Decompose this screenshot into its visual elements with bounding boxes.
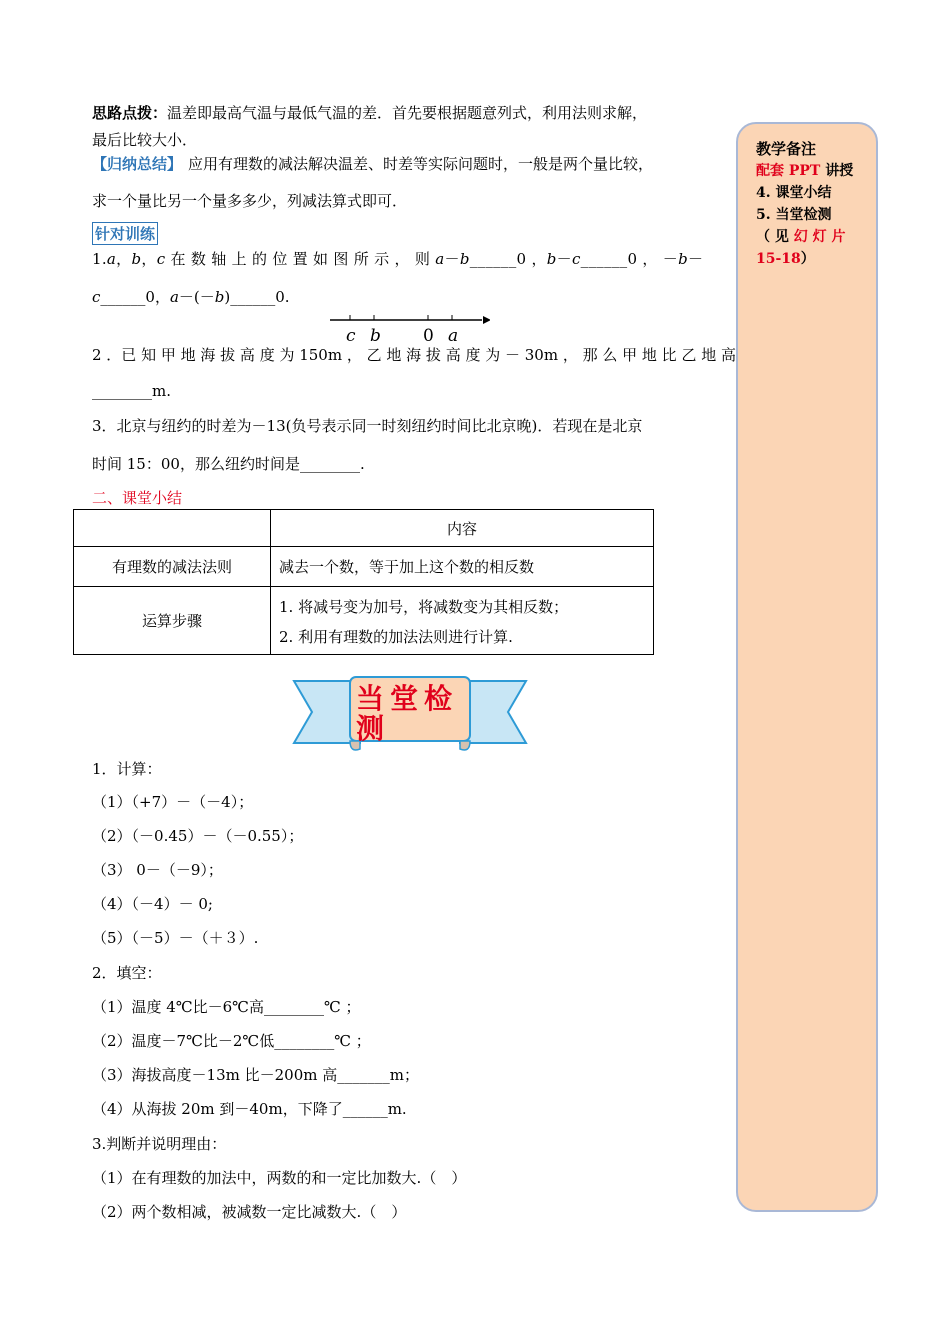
q1-expr-b: b bbox=[459, 250, 470, 268]
notes-line-slides bbox=[756, 226, 846, 246]
list-item: （2）温度－7℃比－2℃低________℃ ； bbox=[92, 1032, 371, 1050]
q1-expr-b3: b bbox=[678, 250, 688, 268]
steps-line-1: 1. 将减号变为加号，将减数变为其相反数； bbox=[279, 597, 569, 616]
summary-line-1 bbox=[92, 153, 653, 174]
q1-l2-b: b bbox=[214, 288, 225, 306]
q1-minus-2: － bbox=[556, 250, 572, 268]
q1-l2-end: )______0. bbox=[224, 288, 290, 306]
summary-label: 【归纳总结】 bbox=[92, 155, 183, 173]
table-cell-steps-name: 运算步骤 bbox=[74, 587, 271, 655]
training-q2-line1: 2 ．已 知 甲 地 海 拔 高 度 为 150m ， 乙 地 海 拔 高 度 为 － 30m ， 那 么 甲 地 比 乙 地 高 bbox=[92, 346, 736, 364]
q1-l2-a: a bbox=[169, 288, 179, 306]
training-label: 针对训练 bbox=[92, 222, 158, 245]
numberline-label-b: b bbox=[370, 326, 381, 346]
list-item: （5）（－5）－（＋３）. bbox=[92, 929, 259, 947]
training-q2-line2: ________m. bbox=[92, 382, 171, 400]
q1-blank-2: ______0 ， － bbox=[580, 250, 679, 268]
var-a: a bbox=[106, 250, 117, 268]
q1-l2-c: c bbox=[92, 288, 101, 306]
steps-line-2: 2. 利用有理数的加法法则进行计算. bbox=[279, 627, 513, 646]
table-header-content: 内容 bbox=[271, 510, 654, 547]
table-row bbox=[74, 547, 654, 587]
q1-l2-blank: ______0， bbox=[100, 288, 170, 306]
notes-slides: 幻 灯 片 bbox=[793, 229, 846, 245]
banner-title: 当堂检测 bbox=[356, 682, 459, 745]
notes-ppt-teach: 讲授 bbox=[820, 163, 854, 179]
list-item: （3） 0－（－9）； bbox=[92, 861, 223, 879]
notes-line-summary: 4. 课堂小结 bbox=[756, 185, 832, 201]
table-row bbox=[74, 510, 654, 547]
table-cell-empty bbox=[74, 510, 271, 547]
section2-title-text: 二、课堂小结 bbox=[92, 489, 183, 507]
test-q1-title: 1．计算： bbox=[92, 760, 162, 778]
var-c: c bbox=[156, 250, 166, 268]
notes-range: 15-18 bbox=[756, 251, 801, 267]
var-b: b bbox=[131, 250, 142, 268]
section2-title bbox=[92, 487, 182, 508]
list-item: （4）（－4）－ 0; bbox=[92, 895, 213, 913]
hint-line-1 bbox=[92, 102, 647, 123]
q1-minus-1: － bbox=[444, 250, 460, 268]
training-q1-line1 bbox=[92, 248, 703, 269]
hint-text-1: 温差即最高气温与最低气温的差．首先要根据题意列式，利用法则求解， bbox=[167, 104, 648, 122]
table-cell-steps-content bbox=[271, 587, 654, 655]
list-item: （2）两个数相减，被减数一定比减数大.（ ） bbox=[92, 1203, 407, 1221]
notes-close-paren: ） bbox=[800, 251, 815, 267]
notes-ppt: 配套 PPT bbox=[756, 163, 821, 179]
table-cell-rule-content: 减去一个数，等于加上这个数的相反数 bbox=[271, 547, 654, 587]
q1-text: 在 数 轴 上 的 位 置 如 图 所 示 ， 则 bbox=[165, 250, 436, 268]
list-item: （1）（+7）－（－4）； bbox=[92, 793, 254, 811]
numberline-label-0: 0 bbox=[423, 326, 434, 346]
q1-blank-1: ______0 ， bbox=[469, 250, 547, 268]
notes-line-test: 5. 当堂检测 bbox=[756, 207, 832, 223]
q1-sep-2: ， bbox=[141, 250, 157, 268]
list-item: （3）海拔高度－13m 比－200m 高_______m； bbox=[92, 1066, 419, 1084]
numberline-label-a: a bbox=[448, 326, 459, 346]
q1-expr-a: a bbox=[435, 250, 445, 268]
q1-expr-c: c bbox=[571, 250, 581, 268]
notes-line-ppt bbox=[756, 160, 853, 180]
table-row bbox=[74, 587, 654, 655]
summary-text-2: 求一个量比另一个量多多少，列减法算式即可． bbox=[92, 192, 408, 210]
list-item: （1）在有理数的加法中，两数的和一定比加数大.（ ） bbox=[92, 1169, 467, 1187]
notes-title: 教学备注 bbox=[756, 140, 817, 158]
q1-minus-3: － bbox=[687, 250, 704, 268]
training-q1-line2 bbox=[92, 286, 290, 307]
summary-text-1: 应用有理数的减法解决温差、时差等实际问题时，一般是两个量比较， bbox=[188, 155, 654, 173]
summary-table bbox=[73, 509, 654, 655]
training-q3-line2: 时间 15：00，那么纽约时间是________. bbox=[92, 455, 365, 473]
list-item: （4）从海拔 20m 到－40m，下降了______m. bbox=[92, 1100, 407, 1118]
number-line bbox=[320, 310, 490, 346]
q1-l2-paren: －(－ bbox=[178, 288, 215, 306]
hint-label: 思路点拨： bbox=[92, 104, 168, 122]
q1-num: 1. bbox=[92, 250, 107, 268]
notes-line-range bbox=[756, 248, 815, 268]
notes-see: （ 见 bbox=[756, 229, 794, 245]
list-item: （1）温度 4℃比－6℃高________℃ ； bbox=[92, 998, 361, 1016]
training-q3-line1: 3．北京与纽约的时差为－13(负号表示同一时刻纽约时间比北京晚)．若现在是北京 bbox=[92, 417, 643, 435]
q1-sep-1: ， bbox=[116, 250, 132, 268]
numberline-label-c: c bbox=[346, 326, 356, 346]
test-q2-title: 2．填空： bbox=[92, 964, 162, 982]
test-q3-title: 3.判断并说明理由： bbox=[92, 1135, 227, 1153]
list-item: （2）（－0.45）－（－0.55）； bbox=[92, 827, 304, 845]
hint-text-2: 最后比较大小． bbox=[92, 131, 198, 149]
q1-expr-b2: b bbox=[546, 250, 557, 268]
table-cell-rule-name: 有理数的减法法则 bbox=[74, 547, 271, 587]
teaching-notes-panel bbox=[736, 122, 878, 1212]
